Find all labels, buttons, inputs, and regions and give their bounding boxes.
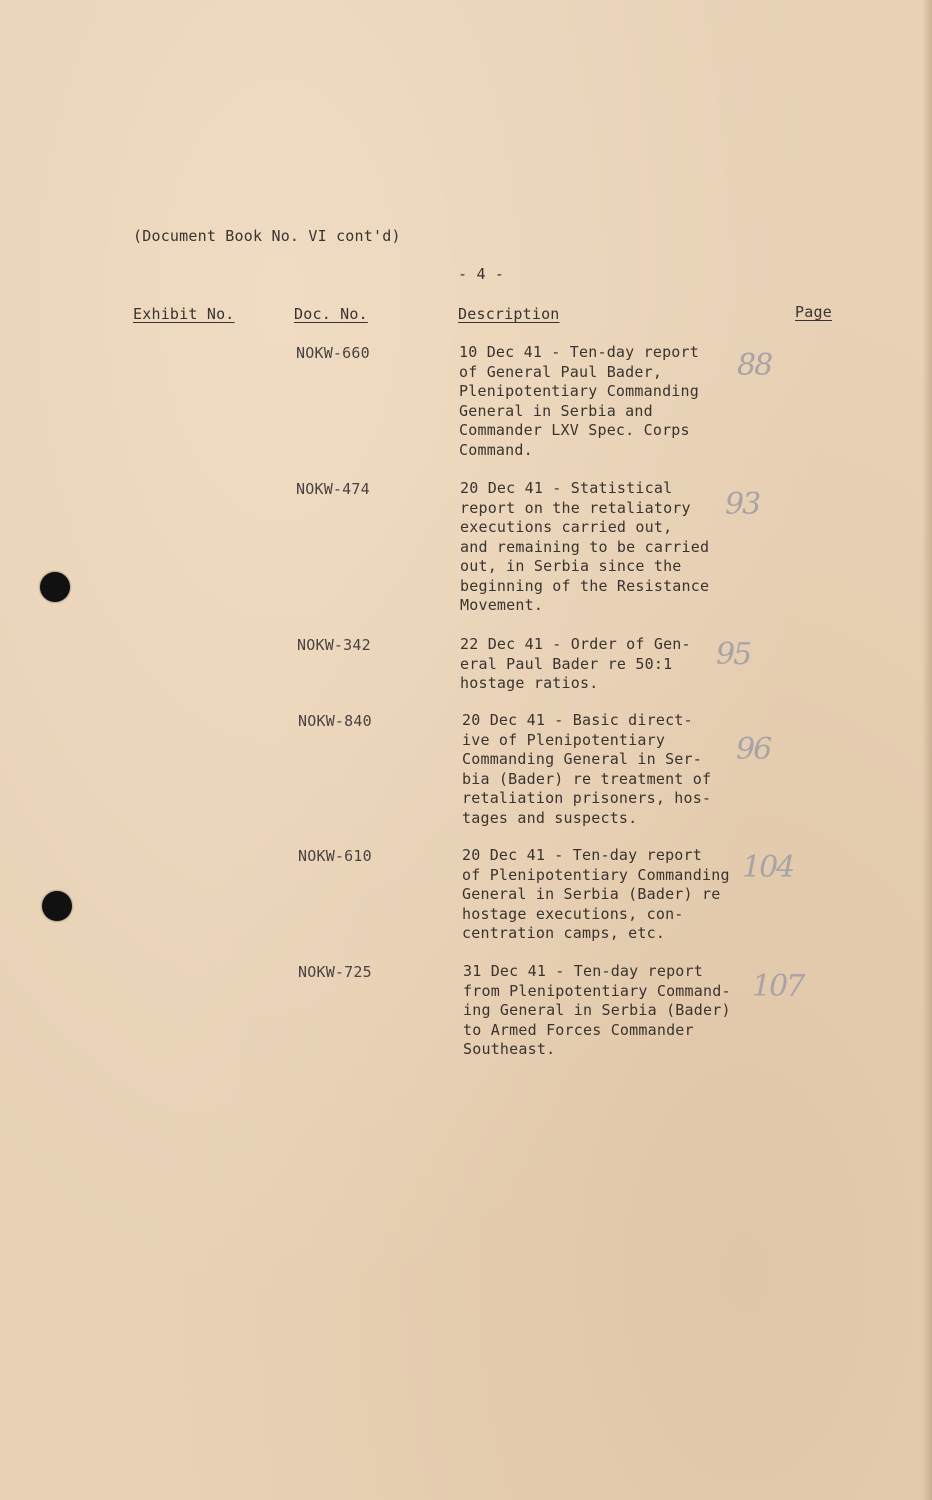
description-line: of General Paul Bader, <box>459 362 663 381</box>
paper-edge <box>922 0 932 1500</box>
description-line: 20 Dec 41 - Statistical <box>460 479 673 497</box>
description-line: Movement. <box>460 596 544 614</box>
handwritten-page-number: 104 <box>742 850 794 885</box>
description-block <box>462 846 730 944</box>
description-line: Plenipotentiary Commanding <box>459 382 699 400</box>
book-title: (Document Book No. VI cont'd) <box>133 227 401 245</box>
doc-number: NOKW-610 <box>298 847 372 865</box>
description-line: General in Serbia (Bader) re <box>462 885 721 903</box>
description-line: Command. <box>459 440 533 459</box>
doc-number: NOKW-342 <box>297 636 371 654</box>
punch-hole-upper <box>40 572 70 602</box>
description-line: of Plenipotentiary Commanding <box>462 865 730 884</box>
description-line: hostage ratios. <box>460 674 599 692</box>
description-line: Commanding General in Ser- <box>462 750 702 768</box>
description-line: report on the retaliatory <box>460 498 691 517</box>
handwritten-page-number: 107 <box>752 969 804 1004</box>
description-line: hostage executions, con- <box>462 904 684 923</box>
description-line: executions carried out, <box>460 518 673 536</box>
description-line: 20 Dec 41 - Basic direct- <box>462 711 693 729</box>
description-line: Commander LXV Spec. Corps <box>459 421 690 439</box>
description-block <box>463 962 731 1060</box>
description-line: Southeast. <box>463 1040 556 1058</box>
column-header-exhibit: Exhibit No. <box>133 305 235 323</box>
column-header-doc: Doc. No. <box>294 305 368 323</box>
description-line: General in Serbia and <box>459 401 653 420</box>
description-line: eral Paul Bader re 50:1 <box>460 654 673 673</box>
description-line: beginning of the Resistance <box>460 576 710 595</box>
doc-number: NOKW-474 <box>296 480 370 498</box>
description-line: ing General in Serbia (Bader) <box>463 1001 731 1019</box>
column-header-page: Page <box>795 303 832 321</box>
description-block <box>462 711 711 828</box>
description-line: 22 Dec 41 - Order of Gen- <box>460 635 691 653</box>
description-line: tages and suspects. <box>462 808 638 827</box>
description-line: 31 Dec 41 - Ten-day report <box>463 962 703 980</box>
description-line: from Plenipotentiary Command- <box>463 981 731 1000</box>
description-line: and remaining to be carried <box>460 537 710 556</box>
description-line: centration camps, etc. <box>462 924 666 942</box>
page-number: - 4 - <box>458 265 505 283</box>
description-line: bia (Bader) re treatment of <box>462 769 712 788</box>
punch-hole-lower <box>42 891 72 921</box>
description-block <box>459 343 699 460</box>
handwritten-page-number: 95 <box>716 637 751 672</box>
handwritten-page-number: 93 <box>725 487 760 522</box>
description-line: to Armed Forces Commander <box>463 1020 694 1039</box>
description-block <box>460 635 691 694</box>
description-line: out, in Serbia since the <box>460 557 682 575</box>
handwritten-page-number: 96 <box>736 732 771 767</box>
doc-number: NOKW-725 <box>298 963 372 981</box>
doc-number: NOKW-660 <box>296 344 370 362</box>
description-line: 20 Dec 41 - Ten-day report <box>462 846 702 864</box>
description-block <box>460 479 709 616</box>
description-line: retaliation prisoners, hos- <box>462 789 712 807</box>
doc-number: NOKW-840 <box>298 712 372 730</box>
description-line: 10 Dec 41 - Ten-day report <box>459 343 699 361</box>
description-line: ive of Plenipotentiary <box>462 730 666 749</box>
column-header-description: Description <box>458 305 560 323</box>
handwritten-page-number: 88 <box>737 348 772 383</box>
